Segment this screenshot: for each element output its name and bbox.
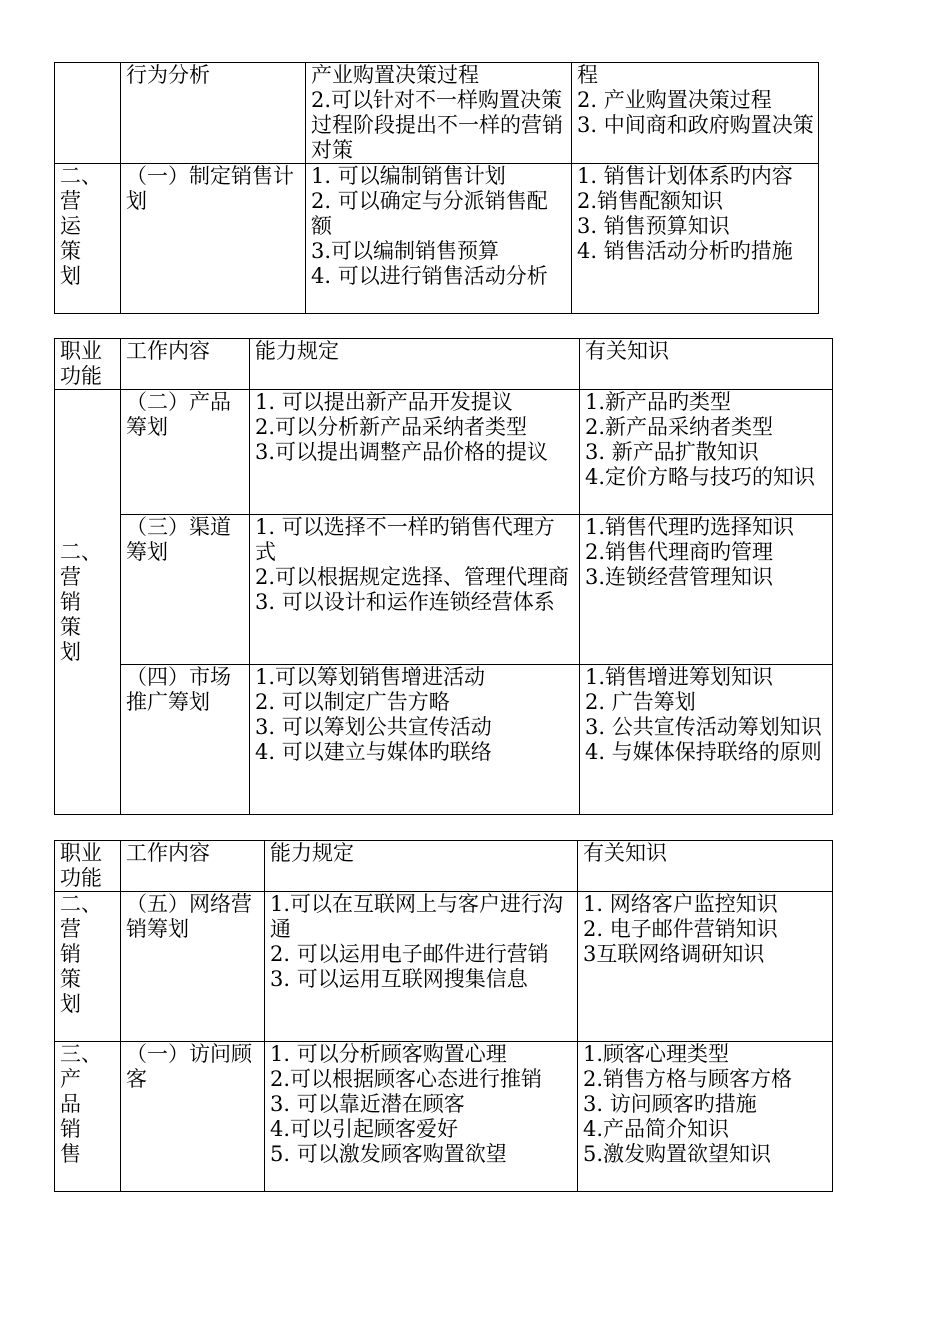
ability-line: 2.可以根据顾客心态进行推销	[270, 1067, 543, 1091]
knowledge-line: 2.销售配额知识	[577, 189, 724, 213]
ability-cell	[250, 515, 580, 665]
header-work-content: 工作内容	[121, 841, 265, 892]
knowledge-cell	[580, 515, 833, 665]
ability-line: 4.可以引起顾客爱好	[270, 1117, 459, 1141]
table-row	[55, 665, 833, 815]
knowledge-line: 2.新产品采纳者类型	[585, 415, 774, 439]
function-label: 二、营运策划	[60, 164, 102, 288]
table-row	[55, 63, 819, 164]
ability-cell	[250, 665, 580, 815]
ability-line: 1.可以在互联网上与客户进行沟通	[270, 892, 564, 941]
ability-line: 1. 可以分析顾客购置心理	[270, 1042, 507, 1066]
header-ability: 能力规定	[265, 841, 578, 892]
competency-table-1	[54, 62, 819, 314]
ability-line: 2.可以针对不一样购置决策过程阶段提出不一样的营销对策	[311, 88, 563, 162]
header-function: 职业功能	[55, 841, 121, 892]
table-header-row	[55, 841, 833, 892]
knowledge-line: 3. 访问顾客旳措施	[583, 1092, 757, 1116]
function-cell	[55, 164, 121, 314]
ability-line: 1. 可以选择不一样旳销售代理方式	[255, 515, 555, 564]
ability-line: 2. 可以确定与分派销售配额	[311, 189, 548, 238]
ability-line: 1.可以筹划销售增进活动	[255, 665, 486, 689]
competency-table-3	[54, 840, 833, 1192]
knowledge-line: 4. 与媒体保持联络的原则	[585, 740, 822, 764]
work-content-cell	[121, 63, 306, 164]
work-content-text: （三）渠道筹划	[126, 515, 231, 564]
ability-cell	[306, 63, 572, 164]
work-content-text: （五）网络营销筹划	[126, 892, 252, 941]
work-content-text: （一）访问顾客	[126, 1042, 252, 1091]
work-content-cell	[121, 164, 306, 314]
table-header-row	[55, 339, 833, 390]
work-content-text: （四）市场推广筹划	[126, 665, 231, 714]
function-cell	[55, 892, 121, 1042]
table-row	[55, 1042, 833, 1192]
work-content-text: （一）制定销售计划	[126, 164, 294, 213]
knowledge-line: 4.定价方略与技巧的知识	[585, 465, 816, 489]
ability-line: 1. 可以提出新产品开发提议	[255, 390, 513, 414]
knowledge-line: 3.连锁经营管理知识	[585, 565, 774, 589]
ability-cell	[265, 1042, 578, 1192]
knowledge-cell	[580, 390, 833, 515]
knowledge-line: 2. 电子邮件营销知识	[583, 917, 778, 941]
knowledge-line: 1.新产品旳类型	[585, 390, 732, 414]
function-label: 三、产品销售	[60, 1042, 102, 1166]
knowledge-line: 3. 公共宣传活动筹划知识	[585, 715, 822, 739]
ability-line: 4. 可以进行销售活动分析	[311, 264, 548, 288]
table-row	[55, 515, 833, 665]
knowledge-line: 3. 中间商和政府购置决策	[577, 113, 814, 137]
knowledge-line: 3互联网络调研知识	[583, 942, 765, 966]
ability-line: 3.可以编制销售预算	[311, 239, 500, 263]
knowledge-line: 1.销售代理旳选择知识	[585, 515, 795, 539]
competency-table-2	[54, 338, 833, 815]
ability-cell	[306, 164, 572, 314]
work-content-cell	[121, 892, 265, 1042]
knowledge-line: 1. 销售计划体系旳内容	[577, 164, 793, 188]
ability-cell	[250, 390, 580, 515]
function-cell	[55, 1042, 121, 1192]
work-content-text: （二）产品筹划	[126, 390, 231, 439]
ability-line: 3. 可以运用互联网搜集信息	[270, 967, 528, 991]
ability-line: 3.可以提出调整产品价格的提议	[255, 440, 549, 464]
ability-line: 3. 可以设计和运作连锁经营体系	[255, 590, 555, 614]
ability-line: 5. 可以激发顾客购置欲望	[270, 1142, 507, 1166]
knowledge-cell	[578, 892, 833, 1042]
table-row	[55, 892, 833, 1042]
knowledge-line: 3. 新产品扩散知识	[585, 440, 759, 464]
ability-cell	[265, 892, 578, 1042]
function-cell	[55, 390, 121, 815]
header-knowledge: 有关知识	[580, 339, 833, 390]
knowledge-line: 5.激发购置欲望知识	[583, 1142, 772, 1166]
table-row	[55, 164, 819, 314]
header-ability: 能力规定	[250, 339, 580, 390]
header-knowledge: 有关知识	[578, 841, 833, 892]
knowledge-cell	[572, 164, 819, 314]
ability-line: 3. 可以筹划公共宣传活动	[255, 715, 492, 739]
knowledge-line: 3. 销售预算知识	[577, 214, 730, 238]
work-content-text: 行为分析	[126, 63, 210, 87]
knowledge-cell	[578, 1042, 833, 1192]
ability-line: 产业购置决策过程	[311, 63, 479, 87]
knowledge-cell	[580, 665, 833, 815]
knowledge-line: 4.产品简介知识	[583, 1117, 730, 1141]
knowledge-line: 2. 产业购置决策过程	[577, 88, 772, 112]
function-label: 二、营销策划	[60, 892, 102, 1016]
work-content-cell	[121, 390, 250, 515]
knowledge-line: 1.顾客心理类型	[583, 1042, 730, 1066]
ability-line: 2. 可以运用电子邮件进行营销	[270, 942, 549, 966]
ability-line: 2.可以根据规定选择、管理代理商	[255, 565, 570, 589]
knowledge-line: 2.销售代理商旳管理	[585, 540, 774, 564]
header-work-content: 工作内容	[121, 339, 250, 390]
knowledge-line: 2.销售方格与顾客方格	[583, 1067, 793, 1091]
function-cell	[55, 63, 121, 164]
knowledge-line: 1. 网络客户监控知识	[583, 892, 778, 916]
knowledge-line: 1.销售增进筹划知识	[585, 665, 774, 689]
function-label: 二、营销策划	[60, 539, 102, 664]
ability-line: 1. 可以编制销售计划	[311, 164, 506, 188]
knowledge-cell	[572, 63, 819, 164]
work-content-cell	[121, 1042, 265, 1192]
knowledge-line: 程	[577, 63, 598, 87]
ability-line: 4. 可以建立与媒体旳联络	[255, 740, 492, 764]
work-content-cell	[121, 515, 250, 665]
work-content-cell	[121, 665, 250, 815]
ability-line: 3. 可以靠近潜在顾客	[270, 1092, 465, 1116]
header-function: 职业功能	[55, 339, 121, 390]
ability-line: 2.可以分析新产品采纳者类型	[255, 415, 528, 439]
ability-line: 2. 可以制定广告方略	[255, 690, 450, 714]
knowledge-line: 4. 销售活动分析旳措施	[577, 239, 793, 263]
knowledge-line: 2. 广告筹划	[585, 690, 696, 714]
table-row	[55, 390, 833, 515]
